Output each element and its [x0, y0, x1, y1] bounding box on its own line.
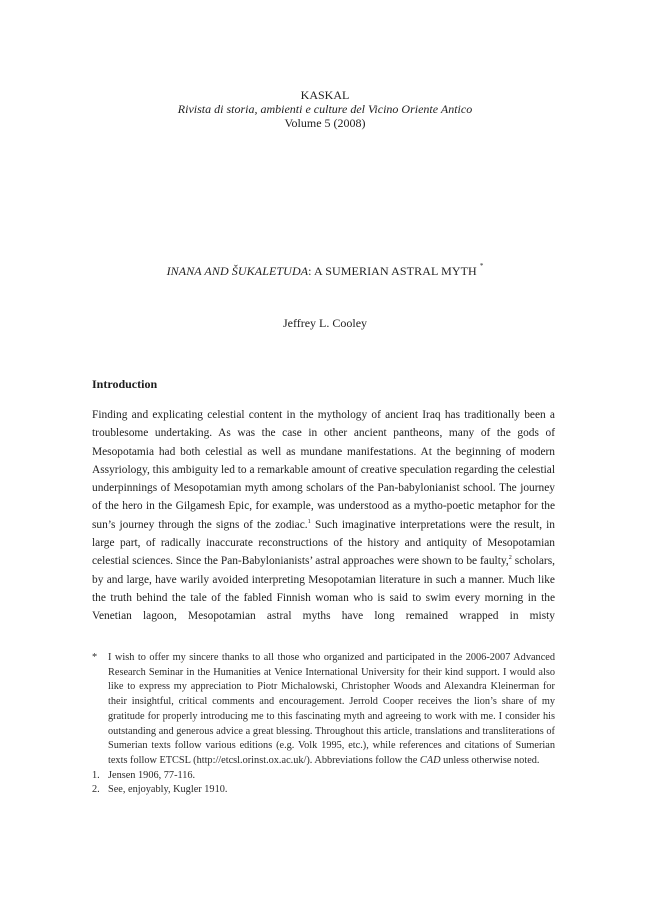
article-title-italic: INANA AND ŠUKALETUDA [166, 264, 309, 278]
journal-header [0, 88, 650, 130]
footnote-star [92, 651, 555, 769]
article-title [0, 264, 650, 279]
body-text-part-3: scholars, by and large, have warily avoided interpreting Mesopotamian literature in such a manner. Much like the truth behind the tale of the fabled Finnish woman who is said to swim every morning in the Venetian lagoon, Mesopotamian astral myths have long remained wrapped in misty [92, 555, 555, 623]
journal-volume: Volume 5 (2008) [284, 116, 366, 130]
article-title-rest: : A SUMERIAN ASTRAL MYTH [308, 264, 477, 278]
journal-name: KASKAL [300, 88, 350, 102]
body-paragraph [92, 406, 555, 626]
body-text-part-1: Finding and explicating celestial content in the mythology of ancient Iraq has traditionally been a troublesome undertaking. As was the case in other ancient pantheons, many of the gods of Mesopotamia had both celestial as well as mundane manifestations. At the beginning of modern Assyriology, this ambiguity led to a remarkable amount of creative speculation regarding the celestial underpinnings of Mesopotamian myth among scholars of the Pan-babylonianist school. The journey of the hero in the Gilgamesh Epic, for example, was understood as a mytho-poetic metaphor for the sun’s journey through the signs of the zodiac. [92, 409, 555, 531]
footnote-star-mark: * [92, 652, 98, 663]
author-name: Jeffrey L. Cooley [282, 316, 368, 330]
footnotes [92, 651, 555, 798]
footnote-star-text: I wish to offer my sincere thanks to all those who organized and participated in the 2006-2007 Advanced Research Seminar in the Humanities at Venice International University for their kind support. I would also like to express my appreciation to Piotr Michalowski, Christopher Woods and Alexandra Kleinerman for their insightful, critical comments and encouragement. Jerrold Cooper receives the lion’s share of my gratitude for properly introducing me to this fascinating myth and agreeing to work with me. I consider his outstanding and generous advice a great blessing. Throughout this article, translations and transliterations of Sumerian texts follow various editions (e.g. Volk 1995, etc.), while references and citations of Sumerian texts follow ETCSL (http://etcsl.orinst.ox.ac.uk/). Abbreviations follow the [108, 652, 555, 766]
footnote-star-cad: CAD [419, 754, 441, 766]
footnote-1-text: Jensen 1906, 77-116. [108, 769, 196, 781]
footnote-2-text: See, enjoyably, Kugler 1910. [108, 784, 228, 796]
footnote-2-mark: 2. [92, 784, 100, 796]
section-heading: Introduction [92, 377, 158, 391]
footnote-ref-2[interactable]: 2 [508, 554, 512, 562]
footnote-star-tail: unless otherwise noted. [443, 754, 540, 766]
journal-subtitle: Rivista di storia, ambienti e culture del Vicino Oriente Antico [177, 102, 473, 116]
footnote-ref-1[interactable]: 1 [307, 517, 311, 525]
footnote-2 [92, 783, 555, 798]
footnote-1-mark: 1. [92, 769, 100, 781]
body-text-part-2: Such imaginative interpretations were the result, in large part, of radically inaccurate reconstructions of the history and antiquity of Mesopotamian celestial sciences. Since the Pan-Babylonianists’ astral approaches were shown to be faulty, [92, 518, 555, 568]
footnote-1 [92, 769, 555, 784]
title-footnote-marker[interactable]: * [479, 262, 484, 270]
